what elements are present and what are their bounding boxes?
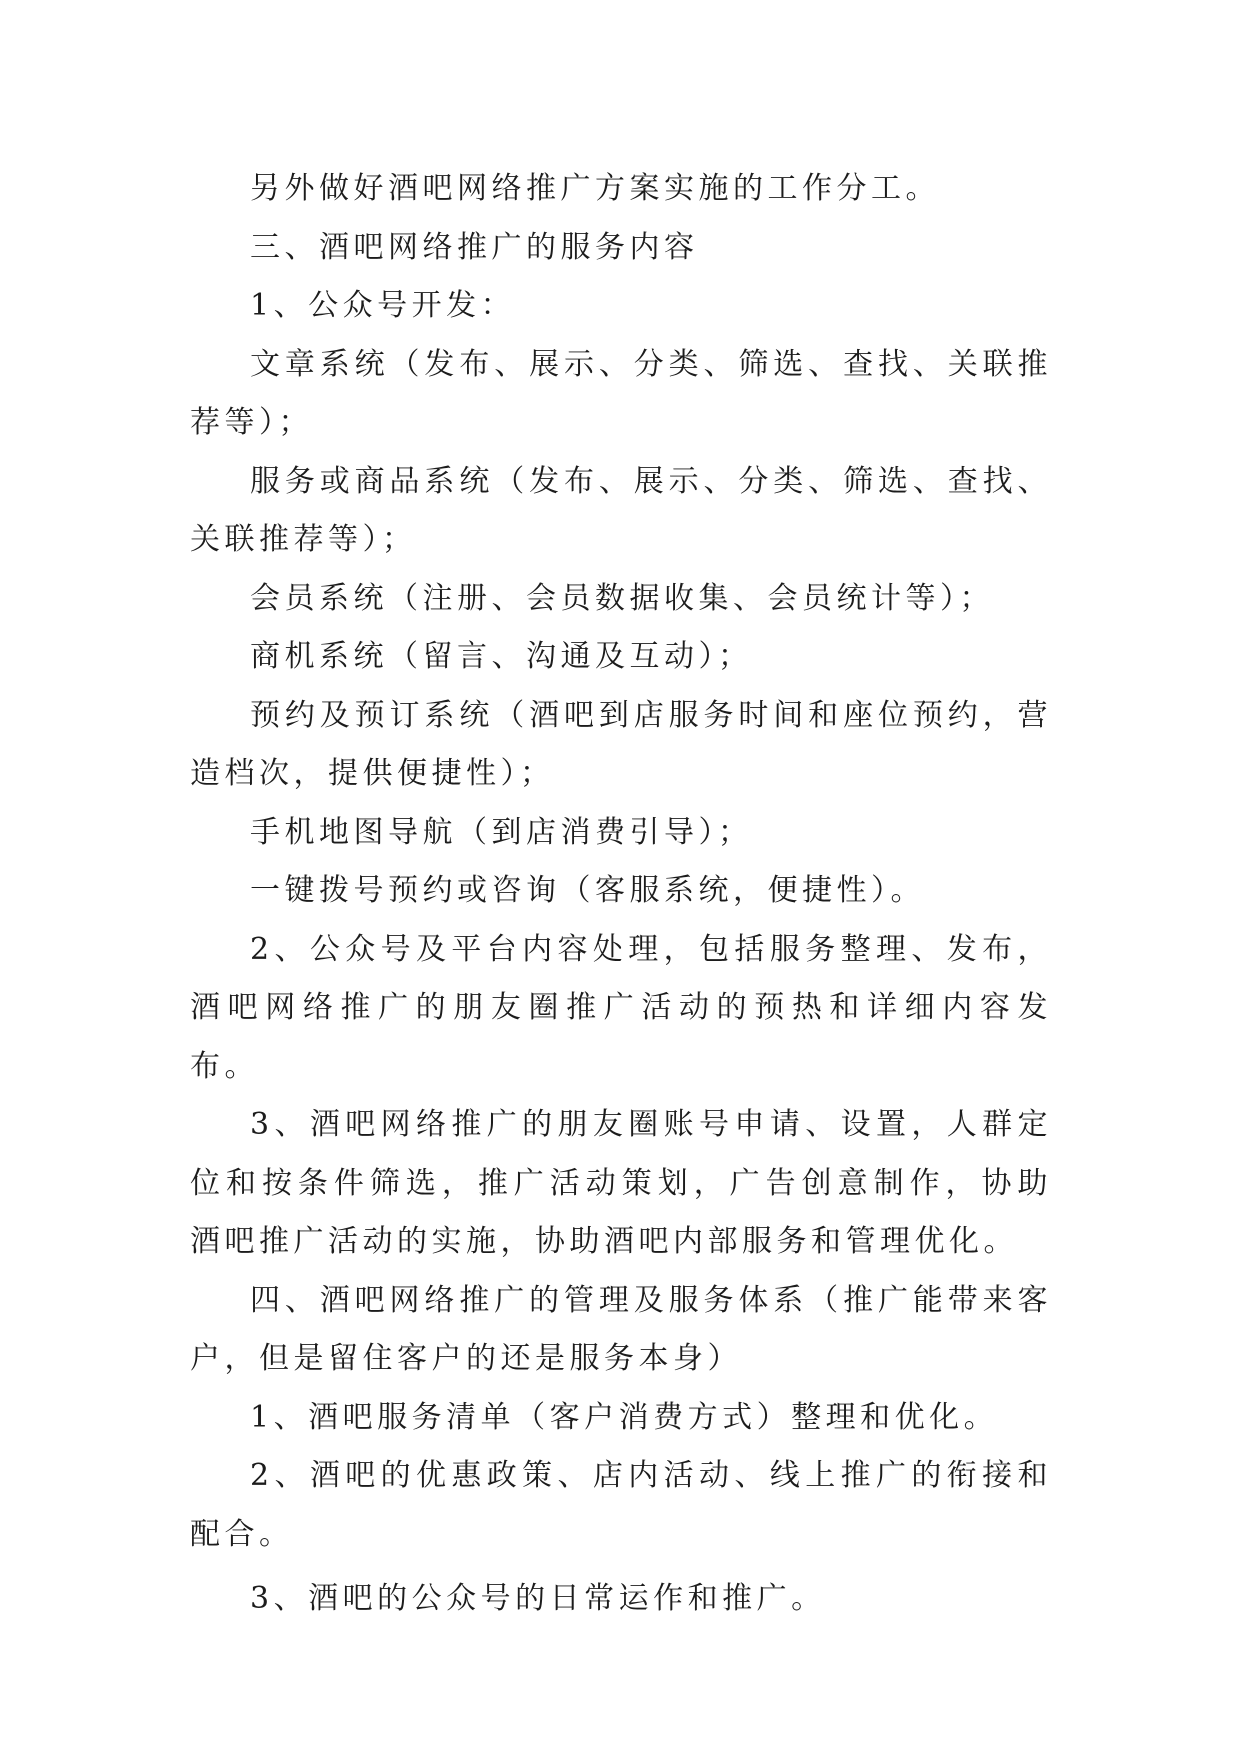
list-item: 1、酒吧服务清单（客户消费方式）整理和优化。 (250, 1399, 999, 1435)
section-heading: 四、酒吧网络推广的管理及服务体系（推广能带来客户，但是留住客户的还是服务本身） (190, 1282, 1052, 1376)
paragraph: 预约及预订系统（酒吧到店服务时间和座位预约，营造档次，提供便捷性）； (190, 697, 1052, 791)
paragraph: 商机系统（留言、沟通及互动）； (250, 639, 753, 674)
list-item: 2、酒吧的优惠政策、店内活动、线上推广的衔接和配合。 (190, 1458, 1052, 1552)
paragraph: 另外做好酒吧网络推广方案实施的工作分工。 (250, 171, 940, 206)
paragraph: 手机地图导航（到店消费引导）； (250, 814, 753, 850)
list-item-heading: 1、公众号开发： (250, 288, 516, 323)
document-body (190, 160, 1052, 1629)
list-item: 3、酒吧网络推广的朋友圈账号申请、设置，人群定位和按条件筛选，推广活动策划，广告创意制作，协助酒吧推广活动的实施，协助酒吧内部服务和管理优化。 (190, 1107, 1052, 1259)
list-item: 2、公众号及平台内容处理，包括服务整理、发布，酒吧网络推广的朋友圈推广活动的预热和详细内容发布。 (190, 931, 1052, 1084)
paragraph: 会员系统（注册、会员数据收集、会员统计等）； (250, 580, 994, 616)
list-item: 3、酒吧的公众号的日常运作和推广。 (250, 1581, 826, 1616)
paragraph: 服务或商品系统（发布、展示、分类、筛选、查找、关联推荐等）； (190, 463, 1052, 557)
section-heading: 三、酒吧网络推广的服务内容 (250, 229, 699, 265)
paragraph: 一键拨号预约或咨询（客服系统，便捷性）。 (250, 873, 925, 908)
paragraph: 文章系统（发布、展示、分类、筛选、查找、关联推荐等）； (190, 346, 1052, 440)
